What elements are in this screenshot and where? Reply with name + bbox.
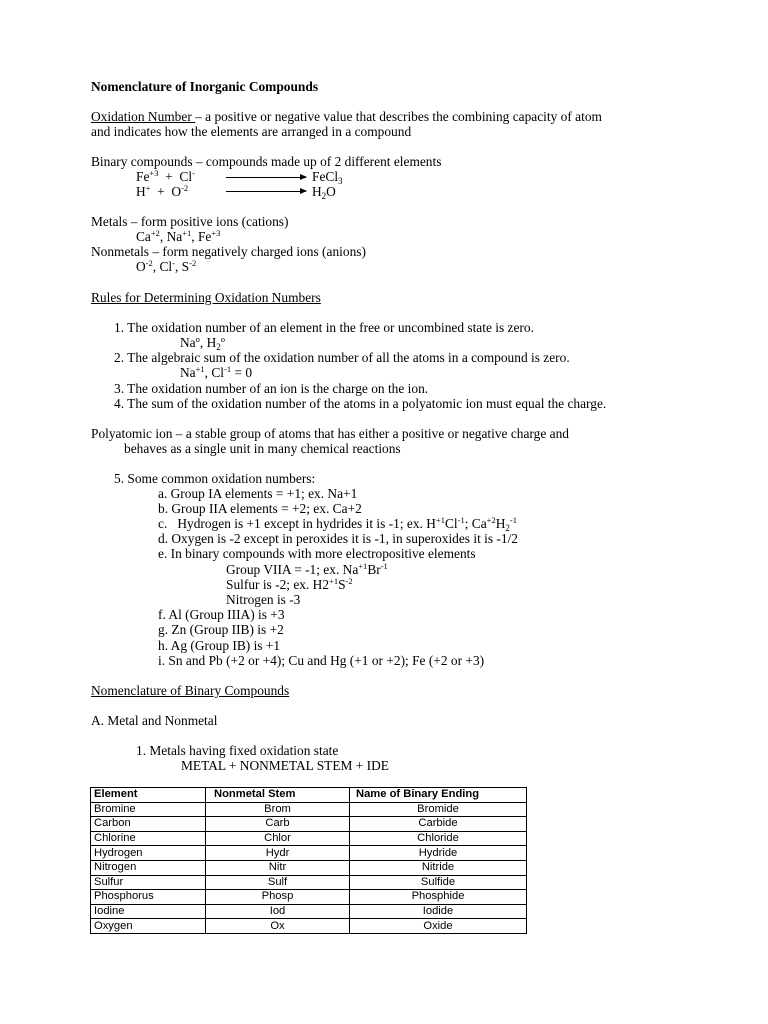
cell-ending: Oxide — [350, 919, 527, 934]
table-row — [91, 817, 527, 832]
cell-stem: Hydr — [206, 846, 350, 861]
cell-ending: Chloride — [350, 831, 527, 846]
polyatomic-line1: Polyatomic ion – a stable group of atoms that has either a positive or negative charge and — [91, 426, 569, 441]
common-intro: 5. Some common oxidation numbers: — [114, 471, 316, 486]
col-header-ending: Name of Binary Ending — [350, 788, 527, 803]
oxidation-def-line1: Oxidation Number – a positive or negative value that describes the combining capacity of atom — [91, 109, 602, 124]
table-row — [91, 846, 527, 861]
polyatomic-line2: behaves as a single unit in many chemical reactions — [124, 441, 401, 456]
common-e2: Sulfur is -2; ex. $H2^{+1}S^{-2}$ — [226, 576, 353, 592]
cell-element: Hydrogen — [91, 846, 206, 861]
page-title: Nomenclature of Inorganic Compounds — [91, 79, 319, 94]
rule-3: 3. The oxidation number of an ion is the charge on the ion. — [114, 381, 429, 396]
binary-intro: Binary compounds – compounds made up of 2 different elements — [91, 154, 442, 169]
cell-element: Chlorine — [91, 831, 206, 846]
nonmetals-line: Nonmetals – form negatively charged ions (anions) — [91, 244, 366, 259]
metals-line: Metals – form positive ions (cations) — [91, 214, 289, 229]
col-header-stem: Nonmetal Stem — [206, 788, 350, 803]
cell-ending: Carbide — [350, 817, 527, 832]
table-row — [91, 831, 527, 846]
cell-ending: Hydride — [350, 846, 527, 861]
cell-ending: Sulfide — [350, 875, 527, 890]
common-i: i. Sn and Pb (+2 or +4); Cu and Hg (+1 or +2); Fe (+2 or +3) — [158, 653, 485, 668]
common-e: e. In binary compounds with more electropositive elements — [158, 546, 476, 561]
common-f: f. Al (Group IIIA) is +3 — [158, 607, 285, 622]
cell-stem: Ox — [206, 919, 350, 934]
common-b: b. Group IIA elements = +2; ex. Ca+2 — [158, 501, 362, 516]
oxidation-term: Oxidation Number — [91, 109, 196, 124]
fixed-oxidation-line: 1. Metals having fixed oxidation state — [136, 743, 339, 758]
cell-element: Carbon — [91, 817, 206, 832]
rule-2-example: $Na^{+1}$, $Cl^{-1} = 0$ — [180, 364, 253, 380]
binary-nomenclature-heading: Nomenclature of Binary Compounds — [91, 683, 290, 698]
cell-element: Bromine — [91, 802, 206, 817]
cell-ending: Phosphide — [350, 890, 527, 905]
cell-stem: Brom — [206, 802, 350, 817]
nonmetals-examples: $O^{-2}$, Cl-, $S^{-2}$ — [136, 258, 197, 274]
reaction-arrow-2 — [226, 191, 306, 192]
formula-line: METAL + NONMETAL STEM + IDE — [181, 758, 389, 773]
common-a: a. Group IA elements = +1; ex. Na+1 — [158, 486, 358, 501]
common-d: d. Oxygen is -2 except in peroxides it is -1, in superoxides it is -1/2 — [158, 531, 519, 546]
cell-stem: Chlor — [206, 831, 350, 846]
rule-4: 4. The sum of the oxidation number of the atoms in a polyatomic ion must equal the charge. — [114, 396, 607, 411]
cell-element: Iodine — [91, 904, 206, 919]
cell-stem: Carb — [206, 817, 350, 832]
rule-1-example: Na$^o$, $H_2^o$ — [180, 334, 225, 352]
rule-1: 1. The oxidation number of an element in the free or uncombined state is zero. — [114, 320, 534, 335]
rules-heading: Rules for Determining Oxidation Numbers — [91, 290, 321, 305]
equation-2-left: $H^+ + O^{-2}$ — [136, 183, 189, 199]
cell-stem: Iod — [206, 904, 350, 919]
binary-names-table — [90, 787, 527, 934]
oxidation-def-line2: and indicates how the elements are arranged in a compound — [91, 124, 412, 139]
equation-1-right: FeCl$_3$ — [312, 169, 343, 186]
table-row — [91, 919, 527, 934]
table-row — [91, 875, 527, 890]
table-row — [91, 860, 527, 875]
cell-stem: Sulf — [206, 875, 350, 890]
common-g: g. Zn (Group IIB) is +2 — [158, 622, 284, 637]
equation-2-right: $H_2O$ — [312, 184, 336, 201]
cell-element: Oxygen — [91, 919, 206, 934]
cell-ending: Bromide — [350, 802, 527, 817]
common-c: c. Hydrogen is +1 except in hydrides it is -1; ex. $H^{+1}Cl^{-1}$; $Ca^{+2}H_2^{-1}$ — [158, 515, 517, 533]
common-e3: Nitrogen is -3 — [226, 592, 301, 607]
rule-2: 2. The algebraic sum of the oxidation number of all the atoms in a compound is zero. — [114, 350, 570, 365]
section-a: A. Metal and Nonmetal — [91, 713, 218, 728]
cell-element: Sulfur — [91, 875, 206, 890]
cell-element: Phosphorus — [91, 890, 206, 905]
common-e1: Group VIIA = -1; ex. $Na^{+1}Br^{-1}$ — [226, 561, 388, 577]
cell-stem: Nitr — [206, 860, 350, 875]
table-row — [91, 890, 527, 905]
equation-1-left: $Fe^{+3} + Cl^-$ — [136, 168, 195, 184]
cell-ending: Nitride — [350, 860, 527, 875]
cell-element: Nitrogen — [91, 860, 206, 875]
table-header-row — [91, 788, 527, 803]
cell-ending: Iodide — [350, 904, 527, 919]
table-row — [91, 802, 527, 817]
common-h: h. Ag (Group IB) is +1 — [158, 638, 281, 653]
col-header-element: Element — [91, 788, 206, 803]
cell-stem: Phosp — [206, 890, 350, 905]
metals-examples: $Ca^{+2}$, $Na^{+1}$, $Fe^{+3}$ — [136, 228, 221, 244]
reaction-arrow-1 — [226, 177, 306, 178]
table-row — [91, 904, 527, 919]
